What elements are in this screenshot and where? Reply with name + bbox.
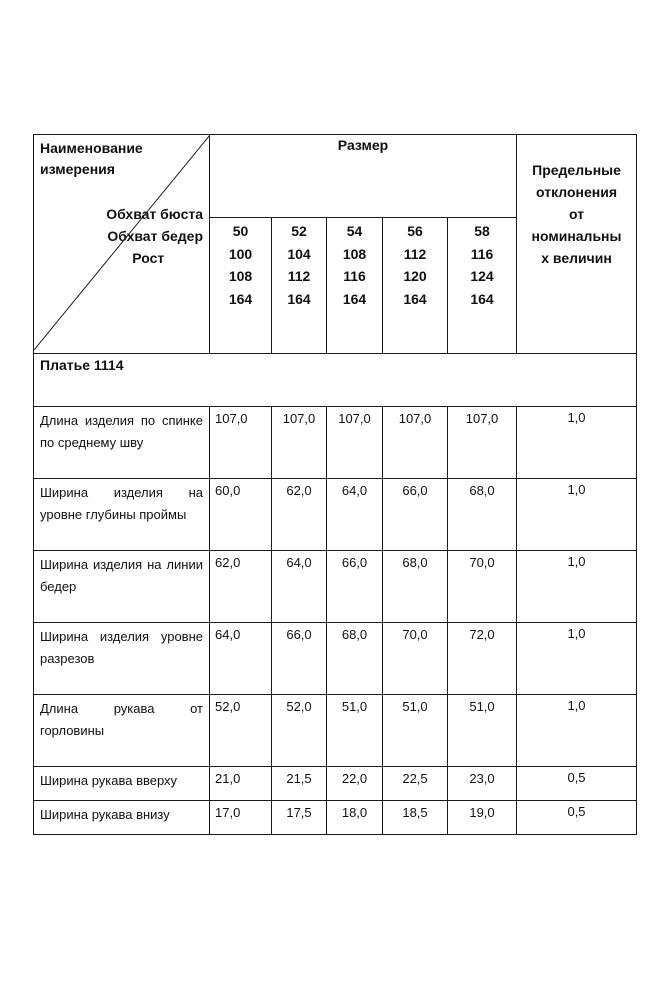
measurement-value: 62,0 [210, 551, 272, 623]
size-column [210, 218, 272, 354]
tolerance-value: 1,0 [517, 479, 637, 551]
measurement-value: 17,0 [210, 801, 272, 835]
size-hips2: 124 [470, 268, 494, 284]
measurement-value: 17,5 [272, 801, 327, 835]
size-height: 164 [342, 290, 367, 307]
size-hips2: 120 [403, 268, 427, 284]
measurement-name: Ширина изделия на уровне глубины проймы [34, 479, 210, 551]
measurement-value: 107,0 [210, 407, 272, 479]
measurement-rows [34, 407, 637, 835]
table-row [34, 407, 637, 479]
tolerance-value: 1,0 [517, 695, 637, 767]
measurement-value: 107,0 [272, 407, 327, 479]
measurement-value: 66,0 [383, 479, 448, 551]
size-column [272, 218, 327, 354]
measurement-value: 66,0 [327, 551, 383, 623]
measurement-name: Ширина рукава вверху [34, 767, 210, 801]
measurement-value: 107,0 [327, 407, 383, 479]
measurement-value: 68,0 [383, 551, 448, 623]
section-row [34, 354, 637, 407]
bust-label: Обхват бюста [106, 206, 203, 222]
size-hips: 108 [342, 245, 367, 262]
measurement-value: 68,0 [448, 479, 517, 551]
measurement-name: Ширина рукава внизу [34, 801, 210, 835]
size-height: 164 [287, 290, 311, 307]
tolerance-line5: х величин [541, 250, 612, 266]
size-hips2: 108 [228, 268, 253, 284]
measurement-value: 107,0 [383, 407, 448, 479]
tolerance-line3: от [568, 206, 585, 222]
hips-label: Обхват бедер [107, 228, 203, 244]
table-row [34, 623, 637, 695]
size-column [327, 218, 383, 354]
measurement-value: 72,0 [448, 623, 517, 695]
measurement-value: 107,0 [448, 407, 517, 479]
size-title-cell [210, 135, 517, 218]
height-label: Рост [132, 250, 165, 266]
measurement-name-label [40, 138, 143, 180]
measurement-value: 51,0 [448, 695, 517, 767]
measurement-name-line2: измерения [40, 161, 115, 177]
table-row [34, 551, 637, 623]
table-row [34, 801, 637, 835]
measurement-value: 22,0 [327, 767, 383, 801]
size-bust: 56 [407, 223, 423, 239]
header-corner-cell [34, 135, 210, 354]
size-bust: 52 [291, 223, 307, 239]
measurement-name: Длина изделия по спинке по среднему шву [34, 407, 210, 479]
size-height: 164 [470, 290, 494, 307]
size-column [448, 218, 517, 354]
measurement-value: 19,0 [448, 801, 517, 835]
measurement-value: 70,0 [448, 551, 517, 623]
tolerance-line1: Предельные [532, 162, 621, 178]
size-hips: 100 [228, 245, 253, 262]
table-row [34, 695, 637, 767]
tolerance-value: 0,5 [517, 767, 637, 801]
tolerance-value: 0,5 [517, 801, 637, 835]
tolerance-line4: номинальны [531, 228, 622, 244]
table-row [34, 767, 637, 801]
measurement-value: 52,0 [210, 695, 272, 767]
measurement-value: 64,0 [327, 479, 383, 551]
size-chart-table [33, 134, 637, 835]
measurement-value: 18,0 [327, 801, 383, 835]
size-hips: 116 [470, 245, 494, 262]
size-height: 164 [403, 290, 427, 307]
tolerance-value: 1,0 [517, 407, 637, 479]
size-bust: 58 [474, 223, 490, 239]
tolerance-value: 1,0 [517, 551, 637, 623]
size-column [383, 218, 448, 354]
measurement-value: 62,0 [272, 479, 327, 551]
measurement-name: Ширина изделия уровне разрезов [34, 623, 210, 695]
measurement-value: 51,0 [383, 695, 448, 767]
measurement-name: Ширина изделия на линии бедер [34, 551, 210, 623]
size-params-label [106, 203, 203, 269]
size-bust: 54 [346, 223, 363, 239]
table-row [34, 479, 637, 551]
tolerance-header-cell [517, 135, 637, 354]
size-height: 164 [228, 290, 253, 307]
measurement-value: 64,0 [210, 623, 272, 695]
size-hips2: 112 [287, 268, 311, 284]
size-hips: 112 [403, 245, 427, 262]
measurement-value: 68,0 [327, 623, 383, 695]
measurement-value: 66,0 [272, 623, 327, 695]
measurement-value: 21,5 [272, 767, 327, 801]
size-hips2: 116 [343, 268, 366, 284]
tolerance-value: 1,0 [517, 623, 637, 695]
measurement-value: 51,0 [327, 695, 383, 767]
measurement-name: Длина рукава от горловины [34, 695, 210, 767]
measurement-value: 23,0 [448, 767, 517, 801]
size-hips: 104 [287, 245, 311, 262]
section-title: Платье 1114 [34, 354, 637, 407]
measurement-name-line1: Наименование [40, 140, 143, 156]
measurement-value: 64,0 [272, 551, 327, 623]
measurement-value: 22,5 [383, 767, 448, 801]
measurement-value: 52,0 [272, 695, 327, 767]
size-title: Размер [337, 137, 389, 153]
measurement-value: 21,0 [210, 767, 272, 801]
header-row [34, 135, 637, 218]
measurement-value: 60,0 [210, 479, 272, 551]
size-bust: 50 [232, 223, 249, 239]
tolerance-line2: отклонения [536, 184, 617, 200]
measurement-value: 18,5 [383, 801, 448, 835]
measurement-value: 70,0 [383, 623, 448, 695]
